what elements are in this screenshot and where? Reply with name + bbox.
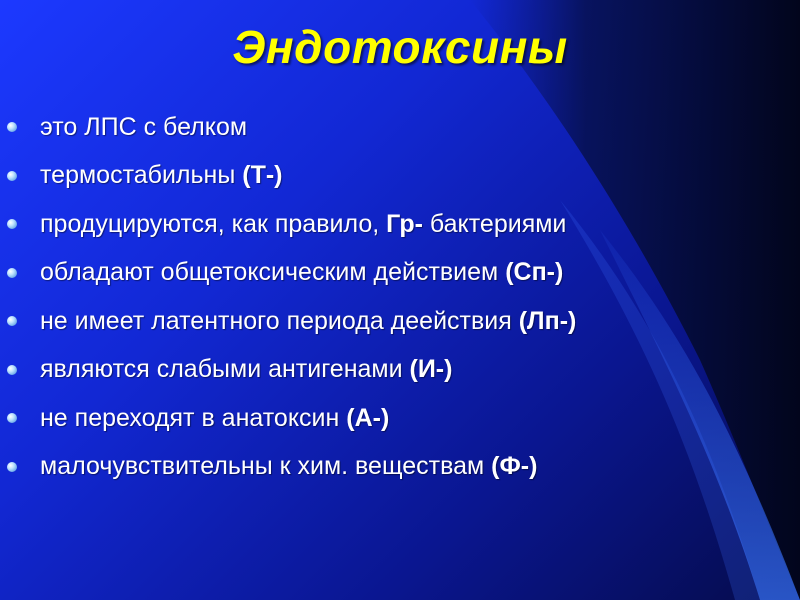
list-item: [0, 249, 800, 298]
list-item: [0, 443, 800, 492]
bullet-code: (Ф-): [491, 452, 538, 481]
bullet-code: (Сп-): [505, 258, 564, 287]
bullet-code: (И-): [409, 355, 453, 384]
bullet-list: [0, 103, 800, 491]
list-item: [0, 103, 800, 152]
bullet-code: (Т-): [242, 161, 283, 190]
bullet-text: обладают общетоксическим действием (Сп-): [40, 258, 564, 287]
bullet-icon: [7, 171, 17, 181]
bullet-text: не переходят в анатоксин (А-): [40, 403, 390, 432]
list-item: [0, 200, 800, 249]
bullet-icon: [7, 219, 17, 229]
bullet-text: не имеет латентного периода деействия (Лп-): [40, 306, 577, 335]
bullet-code: (А-): [346, 403, 390, 432]
bullet-icon: [7, 268, 17, 278]
list-item: [0, 346, 800, 395]
bullet-icon: [7, 122, 17, 132]
bullet-text: термостабильны (Т-): [40, 161, 283, 190]
bullet-text: малочувствительны к хим. веществам (Ф-): [40, 452, 538, 481]
list-item: [0, 297, 800, 346]
bullet-text: продуцируются, как правило, Гр- бактериями: [40, 209, 567, 238]
bullet-icon: [7, 462, 17, 472]
list-item: [0, 394, 800, 443]
bullet-text: являются слабыми антигенами (И-): [40, 355, 453, 384]
bullet-text: это ЛПС с белком: [40, 112, 248, 141]
bullet-icon: [7, 316, 17, 326]
slide-title: Эндотоксины: [232, 21, 568, 73]
list-item: [0, 152, 800, 201]
bullet-code: Гр-: [386, 209, 423, 238]
bullet-icon: [7, 365, 17, 375]
bullet-code: (Лп-): [518, 306, 577, 335]
bullet-icon: [7, 413, 17, 423]
